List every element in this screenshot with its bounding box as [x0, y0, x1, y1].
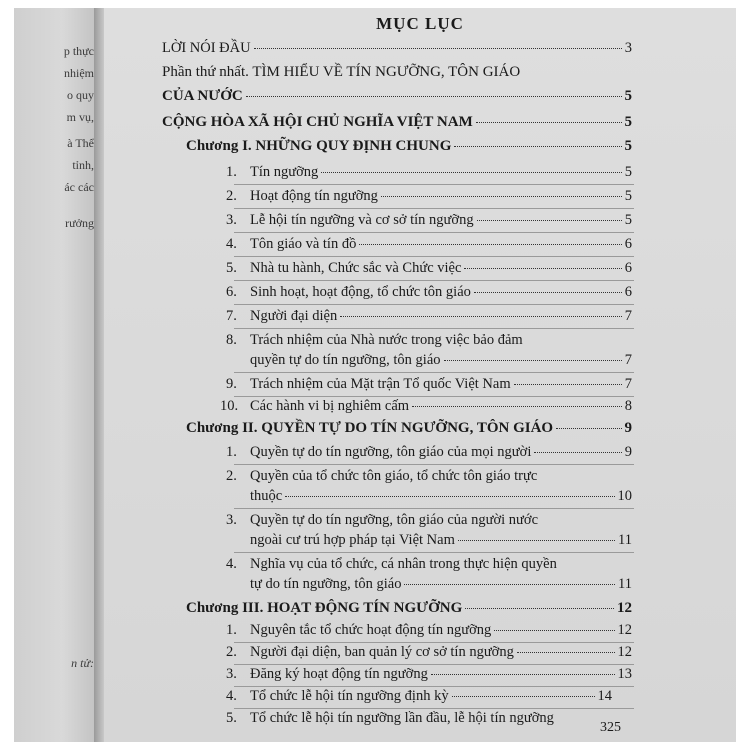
- item-number: 2.: [226, 188, 237, 204]
- toc-item-label: Hoạt động tín ngưỡng: [250, 188, 378, 204]
- item-number: 4.: [226, 556, 237, 572]
- left-fragment: o quy: [67, 88, 94, 102]
- dot-leader: [465, 608, 614, 609]
- toc-part-one-line1[interactable]: Phần thứ nhất. TÌM HIỂU VỀ TÍN NGƯỠNG, TÔN GIÁO: [162, 64, 521, 80]
- toc-item-label: Người đại diện: [250, 308, 338, 324]
- item-number: 8.: [226, 332, 237, 348]
- dot-leader: [476, 122, 622, 123]
- item-number: 3.: [226, 666, 237, 682]
- toc-item-page: 6: [624, 260, 632, 276]
- toc-item-page: 7: [624, 376, 632, 392]
- left-fragment: ác các: [64, 180, 94, 194]
- toc-entry-label: CỦA NƯỚC: [162, 88, 243, 104]
- toc-item-page: 6: [624, 236, 632, 252]
- toc-entry-label: Chương II. QUYỀN TỰ DO TÍN NGƯỠNG, TÔN GIÁO: [186, 420, 554, 436]
- dot-leader: [444, 360, 622, 361]
- item-number: 5.: [226, 260, 237, 276]
- toc-item-label: Quyền tự do tín ngưỡng, tôn giáo của mọi người: [250, 444, 532, 460]
- dot-leader: [340, 316, 622, 317]
- item-number: 1.: [226, 622, 237, 638]
- dot-leader: [254, 48, 622, 49]
- dot-leader: [474, 292, 622, 293]
- row-divider: [234, 508, 634, 509]
- row-divider: [234, 664, 634, 665]
- dot-leader: [285, 496, 614, 497]
- book-photo: [14, 8, 736, 742]
- toc-item-line1[interactable]: Quyền tự do tín ngưỡng, tôn giáo của người nước: [250, 512, 539, 528]
- toc-item-page: 10: [617, 488, 632, 504]
- row-divider: [234, 396, 634, 397]
- toc-item-page: 5: [624, 164, 632, 180]
- toc-item[interactable]: [250, 188, 632, 205]
- row-divider: [234, 280, 634, 281]
- toc-item-label: Tôn giáo và tín đồ: [250, 236, 357, 252]
- left-fragment: à Thể: [67, 136, 94, 150]
- item-number: 1.: [226, 164, 237, 180]
- toc-item-label: thuộc: [250, 488, 283, 504]
- toc-item-page: 6: [624, 284, 632, 300]
- page-number: 325: [600, 720, 621, 735]
- row-divider: [234, 208, 634, 209]
- dot-leader: [359, 244, 621, 245]
- left-fragment: nhiệm: [64, 66, 94, 80]
- toc-entry-label: LỜI NÓI ĐẦU: [162, 40, 251, 56]
- row-divider: [234, 686, 634, 687]
- toc-item-label: Các hành vi bị nghiêm cấm: [250, 398, 410, 414]
- toc-entry-label: Chương I. NHỮNG QUY ĐỊNH CHUNG: [186, 138, 452, 154]
- toc-item-label: Tổ chức lễ hội tín ngưỡng định kỳ: [250, 688, 449, 704]
- toc-item-page: 11: [618, 532, 632, 548]
- toc-item-page: 12: [617, 622, 632, 638]
- toc-item[interactable]: [250, 212, 632, 229]
- toc-item[interactable]: [250, 260, 632, 277]
- toc-item-label: Người đại diện, ban quản lý cơ sở tín ngưỡng: [250, 644, 514, 660]
- toc-item-page: 14: [597, 688, 612, 704]
- toc-item-page: 7: [624, 308, 632, 324]
- row-divider: [234, 184, 634, 185]
- toc-entry-part-one[interactable]: [162, 88, 632, 105]
- toc-item-page: 5: [624, 212, 632, 228]
- toc-item-label: Nguyên tắc tổ chức hoạt động tín ngưỡng: [250, 622, 492, 638]
- toc-item-page: 12: [617, 644, 632, 660]
- toc-item-page: 8: [624, 398, 632, 414]
- item-number: 4.: [226, 236, 237, 252]
- toc-entry-label: CỘNG HÒA XÃ HỘI CHỦ NGHĨA VIỆT NAM: [162, 114, 473, 130]
- toc-item-label: ngoài cư trú hợp pháp tại Việt Nam: [250, 532, 455, 548]
- toc-entry-loi-noi-dau[interactable]: [162, 40, 632, 57]
- dot-leader: [404, 584, 615, 585]
- left-page-edge: [14, 8, 94, 742]
- item-number: 9.: [226, 376, 237, 392]
- left-fragment: m vụ,: [66, 110, 94, 124]
- dot-leader: [534, 452, 621, 453]
- item-number: 6.: [226, 284, 237, 300]
- toc-item-label: tự do tín ngưỡng, tôn giáo: [250, 576, 402, 592]
- toc-entry-page: 12: [617, 600, 632, 616]
- dot-leader: [514, 384, 622, 385]
- toc-chapter-2[interactable]: [186, 420, 632, 437]
- toc-item-line1[interactable]: Trách nhiệm của Nhà nước trong việc bảo đảm: [250, 332, 523, 348]
- dot-leader: [452, 696, 595, 697]
- toc-item-label: Trách nhiệm của Mặt trận Tổ quốc Việt Nam: [250, 376, 511, 392]
- row-divider: [234, 464, 634, 465]
- toc-item[interactable]: [250, 284, 632, 301]
- dot-leader: [454, 146, 621, 147]
- dot-leader: [431, 674, 615, 675]
- toc-item-page: 11: [618, 576, 632, 592]
- toc-item[interactable]: [250, 576, 632, 593]
- toc-entry-cong-hoa[interactable]: [162, 114, 632, 131]
- book-gutter: [94, 8, 104, 742]
- item-number: 1.: [226, 444, 237, 460]
- toc-item-label: quyền tự do tín ngưỡng, tôn giáo: [250, 352, 441, 368]
- dot-leader: [556, 428, 621, 429]
- row-divider: [234, 232, 634, 233]
- toc-item[interactable]: [250, 236, 632, 253]
- toc-item[interactable]: [250, 376, 632, 393]
- toc-item-label: Nhà tu hành, Chức sắc và Chức việc: [250, 260, 462, 276]
- dot-leader: [246, 96, 622, 97]
- dot-leader: [412, 406, 622, 407]
- toc-entry-page: 5: [624, 114, 632, 130]
- item-number: 7.: [226, 308, 237, 324]
- toc-page: [104, 8, 736, 742]
- dot-leader: [477, 220, 622, 221]
- toc-item-page: 13: [617, 666, 632, 682]
- toc-entry-page: 5: [624, 138, 632, 154]
- dot-leader: [494, 630, 614, 631]
- toc-item-label: Tín ngưỡng: [250, 164, 319, 180]
- toc-item-page: 5: [624, 188, 632, 204]
- toc-item[interactable]: [250, 352, 632, 369]
- dot-leader: [321, 172, 621, 173]
- toc-item[interactable]: [250, 644, 632, 661]
- row-divider: [234, 304, 634, 305]
- dot-leader: [381, 196, 622, 197]
- left-fragment: tỉnh,: [72, 158, 94, 172]
- toc-entry-page: 5: [624, 88, 632, 104]
- toc-entry-page: 9: [624, 420, 632, 436]
- row-divider: [234, 256, 634, 257]
- toc-item[interactable]: [250, 666, 632, 683]
- row-divider: [234, 552, 634, 553]
- toc-item-label: Đăng ký hoạt động tín ngưỡng: [250, 666, 428, 682]
- toc-item-label: Sinh hoạt, hoạt động, tổ chức tôn giáo: [250, 284, 471, 300]
- dot-leader: [464, 268, 621, 269]
- toc-chapter-1[interactable]: [186, 138, 632, 155]
- page-title: MỤC LỤC: [376, 14, 464, 33]
- toc-entry-page: 3: [624, 40, 632, 56]
- toc-item-page: 7: [624, 352, 632, 368]
- dot-leader: [517, 652, 615, 653]
- toc-chapter-3[interactable]: [186, 600, 632, 617]
- item-number: 3.: [226, 512, 237, 528]
- toc-item[interactable]: [250, 164, 632, 181]
- toc-item-line1[interactable]: Nghĩa vụ của tổ chức, cá nhân trong thực hiện quyền: [250, 556, 557, 572]
- toc-item[interactable]: [250, 444, 632, 461]
- toc-item[interactable]: [250, 622, 632, 639]
- row-divider: [234, 642, 634, 643]
- row-divider: [234, 708, 634, 709]
- item-number: 10.: [220, 398, 239, 414]
- left-fragment: rưởng: [65, 216, 94, 230]
- row-divider: [234, 372, 634, 373]
- dot-leader: [458, 540, 615, 541]
- item-number: 5.: [226, 710, 237, 726]
- item-number: 2.: [226, 468, 237, 484]
- toc-item-label[interactable]: Tổ chức lễ hội tín ngưỡng lần đầu, lễ hội tín ngưỡng: [250, 710, 554, 726]
- left-fragment: p thực: [63, 44, 94, 58]
- toc-entry-label: Chương III. HOẠT ĐỘNG TÍN NGƯỠNG: [186, 600, 463, 616]
- toc-item-page: 9: [624, 444, 632, 460]
- item-number: 2.: [226, 644, 237, 660]
- toc-item-label: Lễ hội tín ngưỡng và cơ sở tín ngưỡng: [250, 212, 474, 228]
- toc-item-line1[interactable]: Quyền của tổ chức tôn giáo, tổ chức tôn giáo trực: [250, 468, 538, 484]
- item-number: 3.: [226, 212, 237, 228]
- row-divider: [234, 328, 634, 329]
- toc-item[interactable]: [250, 398, 632, 415]
- toc-item[interactable]: [250, 488, 632, 505]
- item-number: 4.: [226, 688, 237, 704]
- left-fragment: n tử:: [71, 656, 94, 670]
- toc-item[interactable]: [250, 532, 632, 549]
- toc-item[interactable]: [250, 308, 632, 325]
- toc-item[interactable]: [250, 688, 612, 705]
